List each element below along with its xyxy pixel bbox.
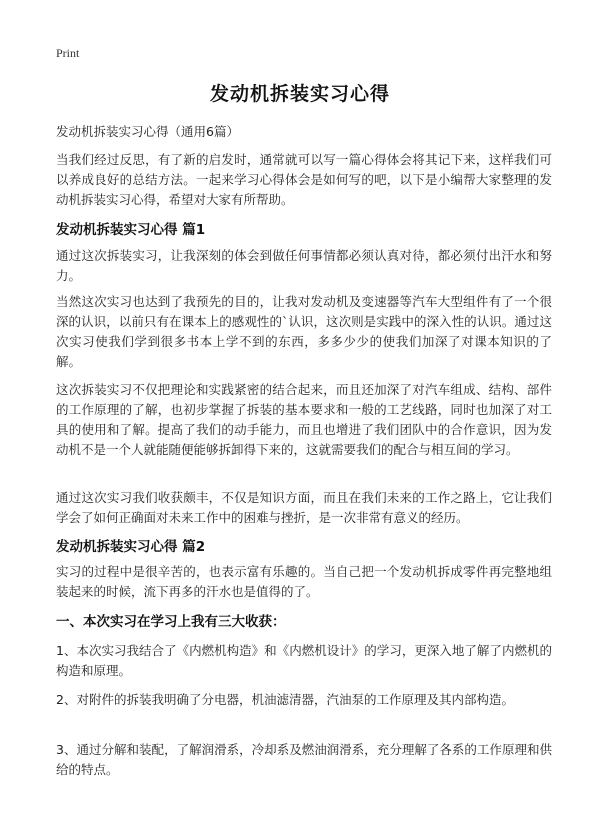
- section-1-paragraph-1: 通过这次拆装实习，让我深刻的体会到做任何事情都必须认真对待，都必须付出汗水和努力。: [56, 248, 552, 283]
- section-1-paragraph-3: 这次拆装实习不仅把理论和实践紧密的结合起来，而且还加深了对汽车组成、结构、部件的工作原理的了解，也初步掌握了拆装的基本要求和一般的工艺线路，同时也加深了对工具的使用和了解。提高了我们的动手能力，而且也增进了我们团队中的合作意识，因为发动机不是一个人就能随便能够拆卸得下来的，这就需要我们的配合与相互间的学习。: [56, 382, 552, 457]
- intro-paragraph: 当我们经过反思，有了新的启发时，通常就可以写一篇心得体会将其记下来，这样我们可以养成良好的总结方法。一起来学习心得体会是如何写的吧，以下是小编帮大家整理的发动机拆装实习心得，希望对大家有所帮助。: [56, 152, 552, 207]
- section-2-item-1: 1、本次实习我结合了《内燃机构造》和《内燃机设计》的学习，更深入地了解了内燃机的构造和原理。: [56, 643, 552, 678]
- section-2-paragraph: 实习的过程中是很辛苦的，也表示富有乐趣的。当自己把一个发动机拆成零件再完整地组装起来的时候，流下再多的汗水也是值得的了。: [56, 564, 552, 599]
- section-1-heading: 发动机拆装实习心得 篇1: [56, 222, 206, 238]
- section-1-paragraph-4: 通过这次实习我们收获颇丰，不仅是知识方面，而且在我们未来的工作之路上，它让我们学会了如何正确面对未来工作中的困难与挫折，是一次非常有意义的经历。: [56, 490, 552, 525]
- document-subtitle: 发动机拆装实习心得（通用6篇）: [56, 124, 239, 139]
- section-2-heading: 发动机拆装实习心得 篇2: [56, 539, 206, 555]
- section-1-paragraph-2: 当然这次实习也达到了我预先的目的，让我对发动机及变速器等汽车大型组件有了一个很深的认识，以前只有在课本上的感观性的`认识，这次则是实践中的深入性的认识。通过这次实习使我们学到很多书本上学不到的东西，多多少少的使我们加深了对课本知识的了解。: [56, 294, 552, 369]
- section-2-item-3: 3、通过分解和装配，了解润滑系，冷却系及燃油润滑系，充分理解了各系的工作原理和供给的特点。: [56, 742, 552, 777]
- section-2-item-2: 2、对附件的拆装我明确了分电器，机油滤清器，汽油泵的工作原理及其内部构造。: [56, 692, 514, 707]
- section-2-subheading: 一、本次实习在学习上我有三大收获：: [56, 614, 286, 630]
- page-title: 发动机拆装实习心得: [209, 83, 390, 105]
- print-label[interactable]: Print: [56, 46, 80, 60]
